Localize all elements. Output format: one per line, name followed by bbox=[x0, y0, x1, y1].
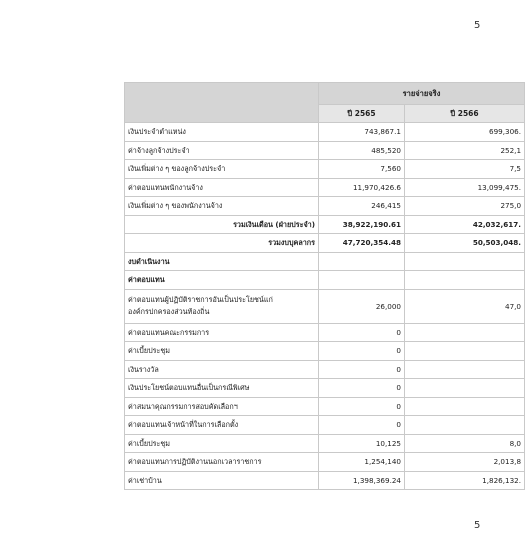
row-label: ค่าเบี้ยประชุม bbox=[125, 434, 319, 453]
row-label: ค่าตอบแทนพนักงานจ้าง bbox=[125, 178, 319, 197]
row-label: ค่าสมนาคุณกรรมการสอบคัดเลือกฯ bbox=[125, 397, 319, 416]
value-2565: 7,560 bbox=[319, 160, 405, 179]
value-2565: 0 bbox=[319, 416, 405, 435]
table-row bbox=[125, 160, 525, 179]
value-2566: 8,0 bbox=[405, 434, 525, 453]
value-2565: 0 bbox=[319, 360, 405, 379]
expenditure-table bbox=[124, 82, 525, 490]
row-label: ค่าตอบแทนคณะกรรมการ bbox=[125, 323, 319, 342]
value-2566: 42,032,617. bbox=[405, 215, 525, 234]
value-2565: 38,922,190.61 bbox=[319, 215, 405, 234]
row-label: เงินเพิ่มต่าง ๆ ของลูกจ้างประจำ bbox=[125, 160, 319, 179]
table-row bbox=[125, 379, 525, 398]
value-2566 bbox=[405, 416, 525, 435]
value-2565: 10,125 bbox=[319, 434, 405, 453]
table-row bbox=[125, 289, 525, 323]
row-label: ค่าตอบแทนเจ้าหน้าที่ในการเลือกตั้ง bbox=[125, 416, 319, 435]
table-row bbox=[125, 342, 525, 361]
row-label: ค่าเช่าบ้าน bbox=[125, 471, 319, 490]
row-label: ค่าจ้างลูกจ้างประจำ bbox=[125, 141, 319, 160]
section-label: งบดำเนินงาน bbox=[125, 252, 319, 271]
value-2565: 26,000 bbox=[319, 289, 405, 323]
value-2565: 0 bbox=[319, 397, 405, 416]
section-row bbox=[125, 252, 525, 271]
table-row bbox=[125, 360, 525, 379]
value-2565: 485,520 bbox=[319, 141, 405, 160]
subtotal-label: รวมเงินเดือน (ฝ่ายประจำ) bbox=[125, 215, 319, 234]
value-2566 bbox=[405, 252, 525, 271]
value-2566: 699,306. bbox=[405, 123, 525, 142]
table-row bbox=[125, 178, 525, 197]
row-label: เงินประจำตำแหน่ง bbox=[125, 123, 319, 142]
value-2565: 246,415 bbox=[319, 197, 405, 216]
header-year-2566: ปี 2566 bbox=[405, 105, 525, 123]
value-2566: 252,1 bbox=[405, 141, 525, 160]
row-label bbox=[125, 289, 319, 323]
value-2566 bbox=[405, 271, 525, 290]
row-label-line1: ค่าตอบแทนผู้ปฏิบัติราชการอันเป็นประโยชน์แก่ bbox=[128, 295, 273, 305]
value-2566: 47,0 bbox=[405, 289, 525, 323]
value-2565: 11,970,426.6 bbox=[319, 178, 405, 197]
value-2565: 0 bbox=[319, 342, 405, 361]
value-2566 bbox=[405, 323, 525, 342]
header-year-2565: ปี 2565 bbox=[319, 105, 405, 123]
page-number-bottom: 5 bbox=[474, 520, 481, 531]
value-2565: 1,398,369.24 bbox=[319, 471, 405, 490]
value-2566: 50,503,048. bbox=[405, 234, 525, 253]
value-2566 bbox=[405, 397, 525, 416]
row-label: ค่าตอบแทนการปฏิบัติงานนอกเวลาราชการ bbox=[125, 453, 319, 472]
value-2566: 13,099,475. bbox=[405, 178, 525, 197]
value-2566: 2,013,8 bbox=[405, 453, 525, 472]
table-row bbox=[125, 416, 525, 435]
value-2566 bbox=[405, 379, 525, 398]
subtotal-row bbox=[125, 215, 525, 234]
header-blank-cell bbox=[125, 83, 319, 123]
table-row bbox=[125, 397, 525, 416]
value-2565: 1,254,140 bbox=[319, 453, 405, 472]
expenditure-table-container bbox=[124, 82, 522, 502]
page-number-top: 5 bbox=[474, 20, 481, 31]
value-2565 bbox=[319, 252, 405, 271]
value-2565 bbox=[319, 271, 405, 290]
total-label: รวมงบบุคลากร bbox=[125, 234, 319, 253]
value-2566: 7,5 bbox=[405, 160, 525, 179]
value-2565: 0 bbox=[319, 323, 405, 342]
section-label: ค่าตอบแทน bbox=[125, 271, 319, 290]
section-row bbox=[125, 271, 525, 290]
row-label: ค่าเบี้ยประชุม bbox=[125, 342, 319, 361]
table-row bbox=[125, 453, 525, 472]
value-2566: 1,826,132. bbox=[405, 471, 525, 490]
table-row bbox=[125, 123, 525, 142]
row-label: เงินรางวัล bbox=[125, 360, 319, 379]
row-label: เงินประโยชน์ตอบแทนอื่นเป็นกรณีพิเศษ bbox=[125, 379, 319, 398]
table-row bbox=[125, 141, 525, 160]
value-2566 bbox=[405, 360, 525, 379]
value-2566 bbox=[405, 342, 525, 361]
table-row bbox=[125, 471, 525, 490]
value-2565: 0 bbox=[319, 379, 405, 398]
value-2566: 275,0 bbox=[405, 197, 525, 216]
header-actual-expenditure: รายจ่ายจริง bbox=[319, 83, 525, 105]
table-row bbox=[125, 323, 525, 342]
row-label: เงินเพิ่มต่าง ๆ ของพนักงานจ้าง bbox=[125, 197, 319, 216]
row-label-line2: องค์กรปกครองส่วนท้องถิ่น bbox=[128, 307, 210, 316]
value-2565: 47,720,354.48 bbox=[319, 234, 405, 253]
table-row bbox=[125, 197, 525, 216]
value-2565: 743,867.1 bbox=[319, 123, 405, 142]
table-row bbox=[125, 434, 525, 453]
total-row bbox=[125, 234, 525, 253]
